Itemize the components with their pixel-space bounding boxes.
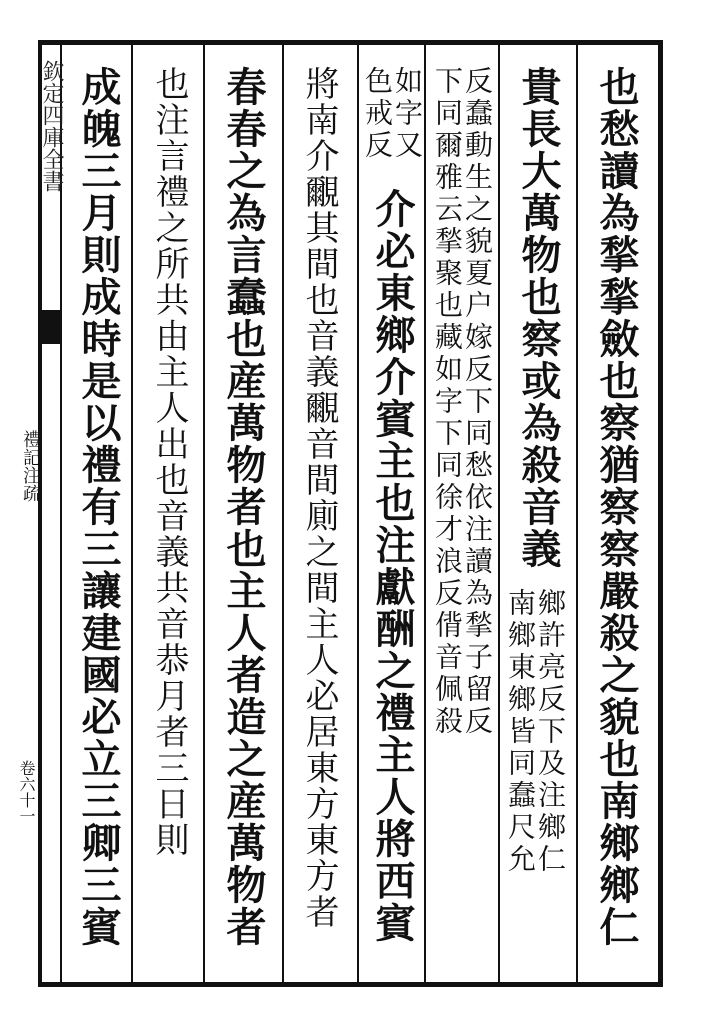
text-column-8: 成魄三月則成時是以禮有三讓建國必立三卿三賓 <box>75 66 122 948</box>
note-left: 色戒反 <box>361 66 394 162</box>
note-left: 南鄉東鄉皆同蠢尺允 <box>504 588 537 876</box>
note-left: 下同爾雅云揫聚也藏如字下同徐才浪反偝音佩殺 <box>431 66 464 738</box>
right-border <box>658 40 663 987</box>
bottom-border <box>38 982 663 987</box>
note-right: 反蠢動生之貌夏户嫁反下同愁依注讀為揫子留反 <box>461 66 494 738</box>
column-divider <box>498 45 500 982</box>
column-divider <box>357 45 359 982</box>
text-column-3 <box>432 66 492 984</box>
column-divider <box>424 45 426 982</box>
column-divider <box>282 45 284 982</box>
text-column-4-notes <box>362 66 422 206</box>
text-column-7: 也注言禮之所共由主人出也音義共音恭月者三日則 <box>149 66 189 858</box>
text-column-4: 介必東鄉介賓主也注獻酬之禮主人將西賓 <box>369 188 416 944</box>
note-right: 鄉許亮反下及注鄉仁 <box>534 588 567 876</box>
note-right: 如字又 <box>391 66 424 162</box>
column-divider <box>131 45 133 982</box>
margin-page-number: 卷六十一 <box>17 760 36 824</box>
column-divider <box>576 45 578 982</box>
margin-book-title: 禮記注疏 <box>20 430 41 502</box>
text-column-2: 貴長大萬物也察或為殺音義 <box>515 66 562 570</box>
text-column-6: 春春之為言蠢也産萬物者也主人者造之産萬物者 <box>220 66 267 948</box>
fishtail-mark <box>38 310 62 344</box>
text-column-1: 也愁讀為揫揫斂也察猶察察嚴殺之貌也南鄉鄉仁 <box>593 66 640 948</box>
text-column-2-notes <box>505 588 565 984</box>
margin-top-left: 欽定四庫全書 <box>39 60 64 192</box>
text-column-5: 將南介覼其間也音義覼音間廁之間主人必居東方東方者 <box>299 66 339 930</box>
column-divider <box>203 45 205 982</box>
